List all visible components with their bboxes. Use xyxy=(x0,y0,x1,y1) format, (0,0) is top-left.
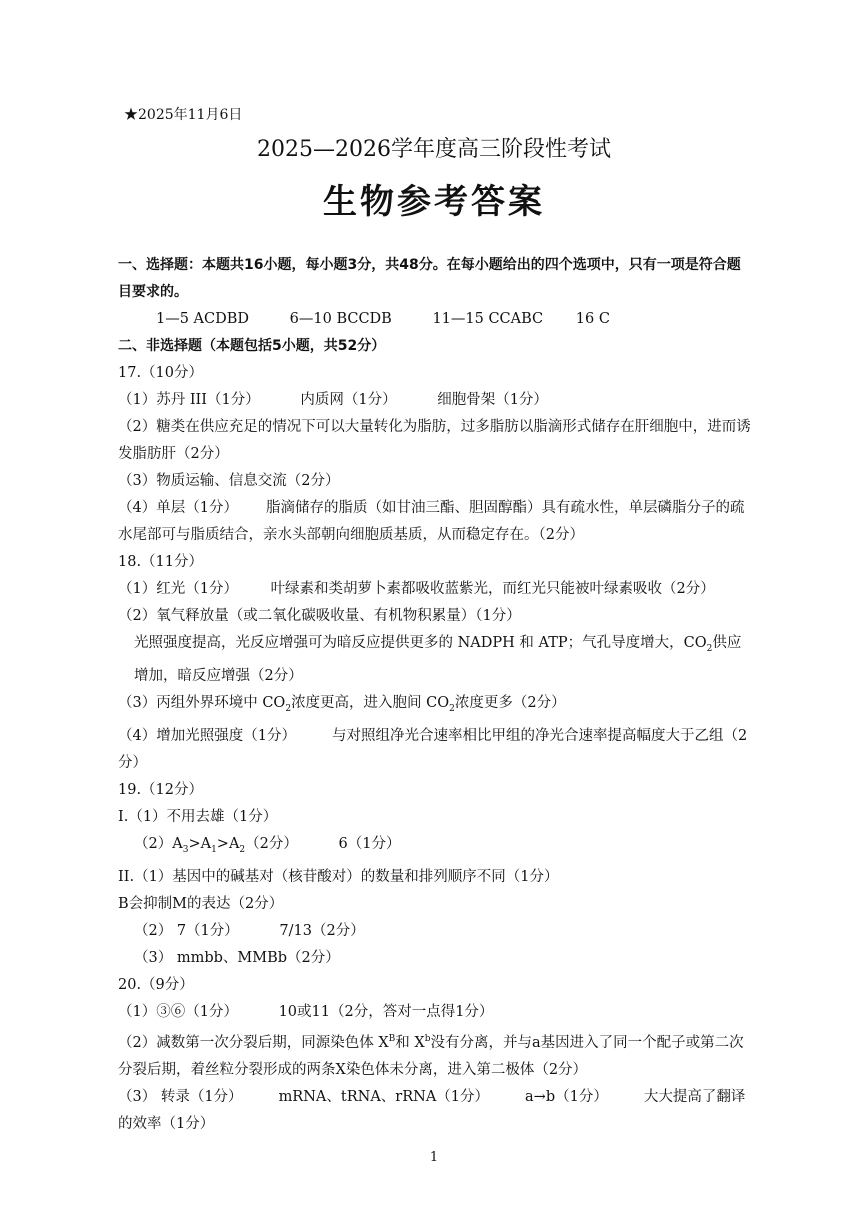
q17-answer-3: （3）物质运输、信息交流（2分） xyxy=(118,473,340,489)
answer-part: （3） 转录（1分） xyxy=(118,1088,243,1105)
answer-part: 7/13（2分） xyxy=(279,922,365,939)
q18-answer-2b xyxy=(118,630,754,690)
q20-heading: 20.（9分） xyxy=(118,976,194,993)
answer-text: （3）丙组外界环境中 CO xyxy=(118,694,286,711)
subscript: 2 xyxy=(239,844,246,855)
superscript: B xyxy=(388,1033,396,1044)
mc-answers xyxy=(118,306,754,333)
answer-part: （2） 7（1分） xyxy=(134,922,239,939)
answer-part: 与对照组净光合速率相比甲组的净光合速率提高幅度大于乙组（2分） xyxy=(118,727,748,771)
q17-heading: 17.（10分） xyxy=(118,365,204,381)
answer-text: 光照强度提高，光反应增强可为暗反应提供更多的 NADPH 和 ATP；气孔导度增大，CO xyxy=(134,635,707,651)
q18-answer-2: （2）氧气释放量（或二氧化碳吸收量、有机物积累量）（1分） xyxy=(118,608,521,624)
q19-ii2 xyxy=(118,918,754,945)
answer-part: II.（1）基因中的碱基对（核苷酸对）的数量和排列顺序不同（1分） xyxy=(118,868,559,885)
answer-text: >A xyxy=(216,835,240,852)
q17-answer-1 xyxy=(118,387,754,414)
mc-answer-group: 1—5 ACDBD xyxy=(156,311,250,327)
answer-text: 和 X xyxy=(395,1034,425,1051)
answer-text: （2）A xyxy=(134,835,183,852)
answer-part: 内质网（1分） xyxy=(300,392,397,408)
subscript: 3 xyxy=(182,844,189,855)
subscript: 2 xyxy=(285,703,292,714)
answer-part: 细胞骨架（1分） xyxy=(437,392,548,408)
q19-heading: 19.（12分） xyxy=(118,781,204,798)
answer-part: （1）红光（1分） xyxy=(118,581,238,597)
q19-i1: I.（1）不用去雄（1分） xyxy=(118,808,278,825)
q20-answer-2 xyxy=(118,1026,754,1084)
answer-text: （2分） xyxy=(245,835,298,852)
answer-part: 10或11（2分，答对一点得1分） xyxy=(278,1003,494,1020)
mc-answer-group: 11—15 CCABC xyxy=(432,311,544,327)
q20-answer-3 xyxy=(118,1084,754,1138)
q19-ii1 xyxy=(118,864,754,918)
q20-answer-1 xyxy=(118,999,754,1026)
exam-date: ★2025年11月6日 xyxy=(124,107,243,123)
answer-part: mRNA、tRNA、rRNA（1分） xyxy=(278,1088,490,1105)
answer-part: 大大提高了翻译的效率（1分） xyxy=(118,1088,746,1132)
answer-part: B会抑制M的表达（2分） xyxy=(118,895,284,912)
answer-part: 脂滴储存的脂质（如甘油三酯、胆固醇酯）具有疏水性，单层磷脂分子的疏水尾部可与脂质结合，亲水头部朝向细胞质基质，从而稳定存在。（2分） xyxy=(118,500,745,543)
q18-heading: 18.（11分） xyxy=(118,554,204,570)
section1-heading: 一、选择题：本题共16小题，每小题3分，共48分。在每小题给出的四个选项中，只有一项是符合题目要求的。 xyxy=(118,257,741,300)
answer-part: （4）增加光照强度（1分） xyxy=(118,727,296,744)
answer-part: （4）单层（1分） xyxy=(118,500,238,516)
answer-content xyxy=(118,252,754,1138)
q19-ii3: （3） mmbb、MMBb（2分） xyxy=(134,949,340,966)
subscript: 2 xyxy=(449,703,455,714)
exam-title: 2025—2026学年度高三阶段性考试 xyxy=(257,137,611,162)
section2-heading: 二、非选择题（本题包括5小题，共52分） xyxy=(118,338,386,354)
answer-text: 浓度更高，进入胞间 CO xyxy=(291,694,450,711)
q17-answer-4 xyxy=(118,495,754,549)
answer-part: 6（1分） xyxy=(338,835,401,852)
subscript: 1 xyxy=(211,844,217,855)
q18-answer-1 xyxy=(118,576,754,603)
answer-part: 叶绿素和类胡萝卜素都吸收蓝紫光，而红光只能被叶绿素吸收（2分） xyxy=(270,581,715,597)
q17-answer-2: （2）糖类在供应充足的情况下可以大量转化为脂肪，过多脂肪以脂滴形式储存在肝细胞中，进而诱发脂肪肝（2分） xyxy=(118,419,751,462)
answer-text: （2）减数第一次分裂后期，同源染色体 X xyxy=(118,1034,389,1051)
answer-part: （1）③⑥（1分） xyxy=(118,1003,238,1020)
answer-text: 供应增加，暗反应增强（2分） xyxy=(134,635,742,684)
answer-part: a→b（1分） xyxy=(525,1088,608,1105)
page-number: 1 xyxy=(429,1150,439,1165)
subscript: 2 xyxy=(706,643,713,654)
mc-answer-group: 6—10 BCCDB xyxy=(289,311,392,327)
document-title: 生物参考答案 xyxy=(323,182,545,222)
superscript: b xyxy=(424,1033,431,1044)
q18-answer-4 xyxy=(118,723,754,777)
answer-text: 没有分离，并与a基因进入了同一个配子或第二次分裂后期，着丝粒分裂形成的两条X染色体未分离，进入第二极体（2分） xyxy=(118,1034,744,1078)
answer-text: >A xyxy=(188,835,212,852)
answer-part: （1）苏丹 III（1分） xyxy=(118,392,260,408)
q18-answer-3 xyxy=(118,690,754,723)
q19-i2 xyxy=(118,831,754,864)
mc-answer-group: 16 C xyxy=(575,311,610,327)
answer-text: 浓度更多（2分） xyxy=(454,694,566,711)
